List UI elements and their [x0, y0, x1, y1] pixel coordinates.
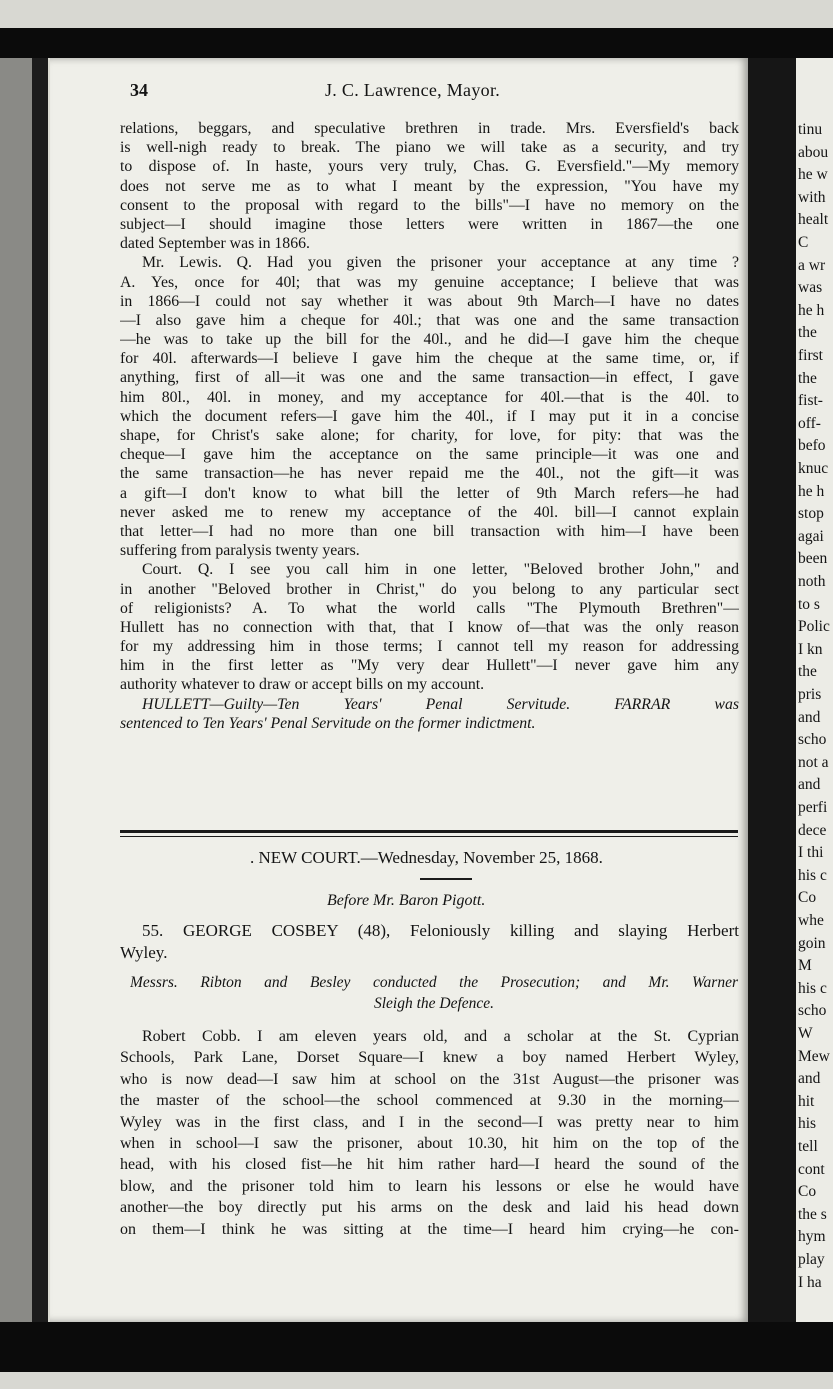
verdict-paragraph — [120, 695, 739, 733]
testimony-line: Robert Cobb. I am eleven years old, and a scholar at the St. Cyprian — [142, 1028, 739, 1045]
adjacent-page-text: he w — [798, 166, 828, 184]
adjacent-page-text: noth — [798, 573, 826, 590]
text-line: that letter—I had no more than one bill transaction with him—I have been — [120, 522, 739, 540]
lewis-examination-paragraph — [120, 253, 739, 560]
adjacent-page-text: hym — [798, 1228, 826, 1246]
testimony-line: Schools, Park Lane, Dorset Square—I knew a boy named Herbert Wyley, — [120, 1049, 739, 1067]
text-line: sentenced to Ten Years' Penal Servitude on the former indictment. — [120, 714, 536, 732]
adjacent-page-text: off- — [798, 414, 821, 432]
adjacent-page-text: been — [798, 550, 828, 568]
text-line: dated September was in 1866. — [120, 235, 310, 253]
scan-margin-top — [0, 0, 833, 28]
text-line: anything, first of all—it was one and the same transaction—in effect, I gave — [120, 369, 739, 387]
adjacent-page-text: C — [798, 234, 809, 251]
adjacent-page-text: he h — [798, 301, 825, 319]
adjacent-page-text: I kn — [798, 640, 823, 658]
adjacent-page-text: and — [798, 1070, 821, 1088]
text-line: A. Yes, once for 40l; that was my genuine acceptance; I believe that was — [120, 273, 739, 291]
adjacent-page-text: to s — [798, 595, 820, 613]
scanner-band-top — [0, 28, 833, 58]
section-divider-thin — [120, 836, 738, 837]
testimony-line: on them—I think he was sitting at the time—I heard him crying—he con- — [120, 1220, 739, 1238]
adjacent-page-text: his — [798, 1115, 817, 1133]
text-line: to dispose of. In haste, yours very truly, Chas. G. Eversfield."—My memory — [120, 158, 739, 176]
adjacent-page-text: befo — [798, 437, 826, 455]
text-line: does not serve me as to what I meant by the expression, "You have my — [120, 177, 739, 195]
testimony-line: the master of the school—the school commenced at 9.30 in the morning— — [120, 1092, 739, 1110]
adjacent-page-text: scho — [798, 1002, 827, 1020]
adjacent-page-text: knuc — [798, 460, 829, 477]
adjacent-page-text: I ha — [798, 1273, 822, 1291]
page-number: 34 — [130, 80, 148, 100]
text-line: HULLETT—Guilty—Ten Years' Penal Servitude. FARRAR was — [142, 695, 739, 713]
adjacent-page-text: and — [798, 708, 821, 726]
adjacent-page-text: was — [798, 279, 823, 297]
adjacent-page-text: whe — [798, 912, 824, 929]
testimony-line: blow, and the prisoner told him to learn his lessons or else he would have — [120, 1177, 739, 1195]
adjacent-page-text: healt — [798, 211, 829, 229]
adjacent-page-text: first — [798, 347, 823, 364]
adjacent-page-text: tell — [798, 1138, 818, 1155]
adjacent-page-text: cont — [798, 1160, 825, 1178]
adjacent-page-text: goin — [798, 934, 826, 952]
adjacent-page-text: stop — [798, 505, 824, 523]
adjacent-page-fragment — [796, 58, 833, 1322]
text-line: the same transaction—he has never repaid me the 40l., not the gift—it was — [120, 465, 739, 483]
testimony-line: another—the boy directly put his arms on the desk and laid his head down — [120, 1199, 739, 1217]
text-line: for 40l. afterwards—I believe I gave him the cheque at the same time, or, if — [120, 350, 739, 368]
short-divider — [420, 878, 472, 880]
adjacent-page-text: and — [798, 776, 821, 794]
case-heading — [120, 920, 739, 964]
court-session-title: . NEW COURT.—Wednesday, November 25, 1868. — [250, 848, 603, 867]
adjacent-page-text: the — [798, 324, 817, 342]
text-line: cheque—I gave him the acceptance on the same principle—it was one and — [120, 446, 739, 464]
adjacent-page-text: Co — [798, 1183, 817, 1201]
adjacent-page-text: W — [798, 1025, 813, 1042]
adjacent-page-text: scho — [798, 731, 827, 749]
text-line: is well-nigh ready to break. The piano we will take as a security, and try — [120, 139, 739, 157]
adjacent-page-text: perfi — [798, 799, 828, 816]
text-line: for my addressing him in those terms; I cannot tell my reason for addressing — [120, 638, 739, 656]
adjacent-page-text: I thi — [798, 844, 824, 862]
adjacent-page-text: abou — [798, 143, 829, 161]
testimony-line: head, with his closed fist—he hit him rather hard—I heard the sound of the — [120, 1156, 739, 1174]
section-divider-thick — [120, 830, 738, 833]
case-heading-line: 55. GEORGE COSBEY (48), Feloniously killing and slaying Herbert — [142, 921, 739, 940]
adjacent-page-text: the — [798, 369, 817, 387]
adjacent-page-text: Co — [798, 889, 817, 907]
testimony-line: when in school—I saw the prisoner, about 10.30, hit him on the top of the — [120, 1134, 739, 1152]
text-line: him 80l., 40l. in money, and my acceptance for 40l.—that is the 40l. to — [120, 388, 739, 406]
text-line: authority whatever to draw or accept bills on my account. — [120, 676, 485, 694]
book-edge-shadow — [32, 58, 48, 1322]
body-text — [120, 119, 739, 733]
running-head: J. C. Lawrence, Mayor. — [325, 80, 501, 100]
adjacent-page-text: M — [798, 957, 812, 975]
adjacent-page-text: tinu — [798, 121, 823, 138]
text-line: a gift—I don't know to what bill the letter of 9th March refers—he had — [120, 484, 739, 502]
adjacent-page-text: play — [798, 1251, 825, 1268]
adjacent-page-text: pris — [798, 686, 822, 703]
text-line: —he was to take up the bill for the 40l., and he did—I gave him the cheque — [120, 331, 739, 349]
text-line: relations, beggars, and speculative brethren in trade. Mrs. Eversfield's back — [120, 120, 739, 137]
adjacent-page-text: agai — [798, 527, 824, 545]
scanner-band-bottom — [0, 1322, 833, 1372]
adjacent-page-text: his c — [798, 866, 827, 884]
text-line: suffering from paralysis twenty years. — [120, 542, 360, 560]
counsel-paragraph — [130, 972, 738, 1014]
text-line: of religionists? A. To what the world calls "The Plymouth Brethren"— — [120, 599, 739, 617]
testimony-paragraph — [120, 1026, 739, 1240]
adjacent-page-text: the — [798, 663, 817, 681]
text-line: which the document refers—I gave him the 40l., if I may put it in a concise — [120, 407, 739, 425]
text-line: Hullett has no connection with that, that I know of—that was the only reason — [120, 618, 739, 636]
adjacent-page-text: dece — [798, 821, 827, 839]
text-line: in 1866—I could not say whether it was about 9th March—I have no dates — [120, 292, 739, 310]
text-line: never asked me to renew my acceptance of the 40l. bill—I cannot explain — [120, 503, 739, 521]
text-line: him in the first letter as "My very dear Hullett"—I never gave him any — [120, 657, 739, 675]
adjacent-page-text: Polic — [798, 618, 830, 636]
counsel-line: Messrs. Ribton and Besley conducted the Prosecution; and Mr. Warner — [130, 974, 738, 991]
continuation-paragraph — [120, 119, 739, 253]
adjacent-page-text: he h — [798, 482, 825, 500]
counsel-line: Sleigh the Defence. — [373, 995, 495, 1012]
page-header — [130, 80, 730, 106]
adjacent-page-text: not a — [798, 753, 829, 771]
text-line: in another "Beloved brother in Christ," do you belong to any particular sect — [120, 580, 739, 598]
testimony-line: who is now dead—I saw him at school on the 31st August—the prisoner was — [120, 1070, 739, 1088]
adjacent-page-text: hit — [798, 1092, 815, 1110]
adjacent-page-text: fist- — [798, 392, 823, 410]
text-line: —I also gave him a cheque for 40l.; that was one and the same transaction — [120, 311, 739, 329]
scan-margin-bottom — [0, 1372, 833, 1389]
text-line: shape, for Christ's sake alone; for charity, for love, for pity: that was the — [120, 427, 739, 444]
adjacent-page-text: Mew — [798, 1047, 830, 1065]
adjacent-page-text: a wr — [798, 256, 826, 274]
text-line: Court. Q. I see you call him in one letter, "Beloved brother John," and — [142, 561, 739, 579]
court-examination-paragraph — [120, 560, 739, 694]
text-line: Mr. Lewis. Q. Had you given the prisoner your acceptance at any time ? — [142, 254, 739, 272]
testimony-line: Wyley was in the first class, and I in the second—I was pretty near to him — [120, 1113, 739, 1131]
adjacent-page-text: the s — [798, 1205, 827, 1223]
text-line: subject—I should imagine those letters were written in 1867—the one — [120, 215, 739, 233]
adjacent-page-text: his c — [798, 979, 827, 997]
book-gutter — [748, 58, 796, 1322]
text-line: consent to the proposal with regard to the bills"—I have no memory on the — [120, 196, 739, 214]
adjacent-page-text: with — [798, 188, 826, 206]
judge-line: Before Mr. Baron Pigott. — [327, 892, 486, 909]
case-heading-line: Wyley. — [120, 943, 168, 962]
